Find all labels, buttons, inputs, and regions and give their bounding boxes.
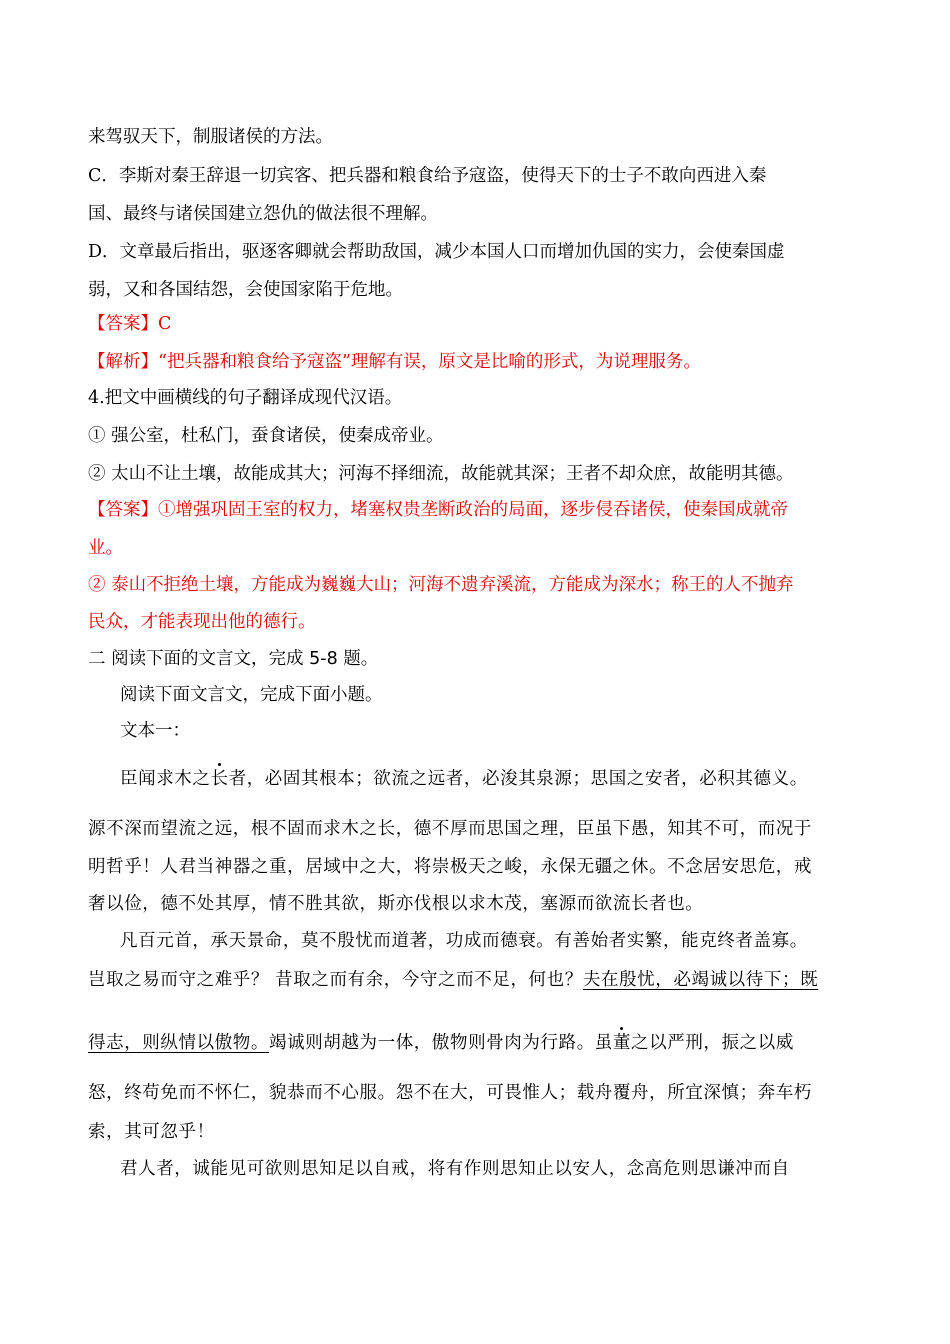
emphasis-dot-char: 董 [612, 1033, 632, 1053]
passage-p2-line-3 [88, 1032, 794, 1054]
underlined-sentence: 夫在殷忧，必竭诚以待下；既 [582, 970, 819, 990]
passage-p1-line-4: 奢以俭，德不处其厚，情不胜其欲，斯亦伐根以求木茂，塞源而欲流长者也。 [88, 894, 704, 914]
question-4-prompt: 4.把文中画横线的句子翻译成现代汉语。 [88, 388, 403, 408]
passage-text: 竭诚则胡越为一体，傲物则骨肉为行路。虽 [269, 1033, 613, 1053]
passage-p2-line-5: 索，其可忽乎！ [88, 1122, 215, 1142]
passage-p2-line-2 [88, 969, 818, 991]
option-b-continuation: 来驾驭天下，制服诸侯的方法。 [88, 127, 333, 147]
emphasis-dot-char: 长 [210, 769, 229, 789]
passage-p2-line-1: 凡百元首，承天景命，莫不殷忧而道著，功成而德衰。有善始者实繁，能克终者盖寡。 [120, 931, 808, 951]
question-4-item-2: ② 太山不让土壤，故能成其大；河海不择细流，故能就其深；王者不却众庶，故能明其德。 [88, 464, 794, 484]
passage-p2-line-4: 怒，终苟免而不怀仁，貌恭而不心服。怨不在大，可畏惟人；载舟覆舟，所宜深慎；奔车朽 [88, 1083, 812, 1103]
passage-p1-line-2: 源不深而望流之远，根不固而求木之长，德不厚而思国之理，臣虽下愚，知其不可，而况于 [88, 819, 812, 839]
passage-p1-line-1 [120, 768, 808, 790]
analysis-3: 【解析】“把兵器和粮食给予寇盗”理解有误，原文是比喻的形式，为说理服务。 [88, 352, 701, 372]
answer-4-line-1: 【答案】①增强巩固王室的权力，堵塞权贵垄断政治的局面，逐步侵吞诸侯，使秦国成就帝 [88, 500, 788, 520]
answer-4-line-2: 业。 [88, 538, 123, 558]
underlined-sentence: 得志，则纵情以傲物。 [88, 1033, 269, 1053]
question-4-item-1: ① 强公室，杜私门，蚕食诸侯，使秦成帝业。 [88, 426, 444, 446]
option-d-line-1: D．文章最后指出，驱逐客卿就会帮助敌国，减少本国人口而增加仇国的实力，会使秦国虚 [88, 242, 785, 262]
passage-p3-line-1: 君人者，诚能见可欲则思知足以自戒，将有作则思知止以安人，念高危则思谦冲而自 [120, 1159, 790, 1179]
section-2-instruction: 阅读下面文言文，完成下面小题。 [120, 685, 383, 705]
option-d-line-2: 弱，又和各国结怨，会使国家陷于危地。 [88, 280, 403, 300]
answer-4-line-3: ② 泰山不拒绝土壤，方能成为巍巍大山；河海不遗弃溪流，方能成为深水；称王的人不抛弃 [88, 575, 794, 595]
passage-text: 臣闻求木之 [120, 769, 211, 789]
text-one-label: 文本一： [120, 721, 190, 741]
passage-p1-line-3: 明哲乎！人君当神器之重，居域中之大，将崇极天之峻，永保无疆之休。不念居安思危，戒 [88, 857, 812, 877]
option-c-line-1: C．李斯对秦王辞退一切宾客、把兵器和粮食给予寇盗，使得天下的士子不敢向西进入秦 [88, 166, 767, 186]
passage-text: 之以严刑，振之以威 [631, 1033, 794, 1053]
passage-text: 岂取之易而守之难乎？ 昔取之而有余，今守之而不足，何也？ [88, 970, 583, 990]
section-2-heading: 二 阅读下面的文言文，完成 5-8 题。 [88, 649, 379, 669]
answer-3: 【答案】C [88, 314, 172, 334]
answer-4-line-4: 民众，才能表现出他的德行。 [88, 612, 316, 632]
passage-text: 者，必固其根本；欲流之远者，必浚其泉源；思国之安者，必积其德义。 [228, 769, 808, 789]
option-c-line-2: 国、最终与诸侯国建立怨仇的做法很不理解。 [88, 204, 438, 224]
